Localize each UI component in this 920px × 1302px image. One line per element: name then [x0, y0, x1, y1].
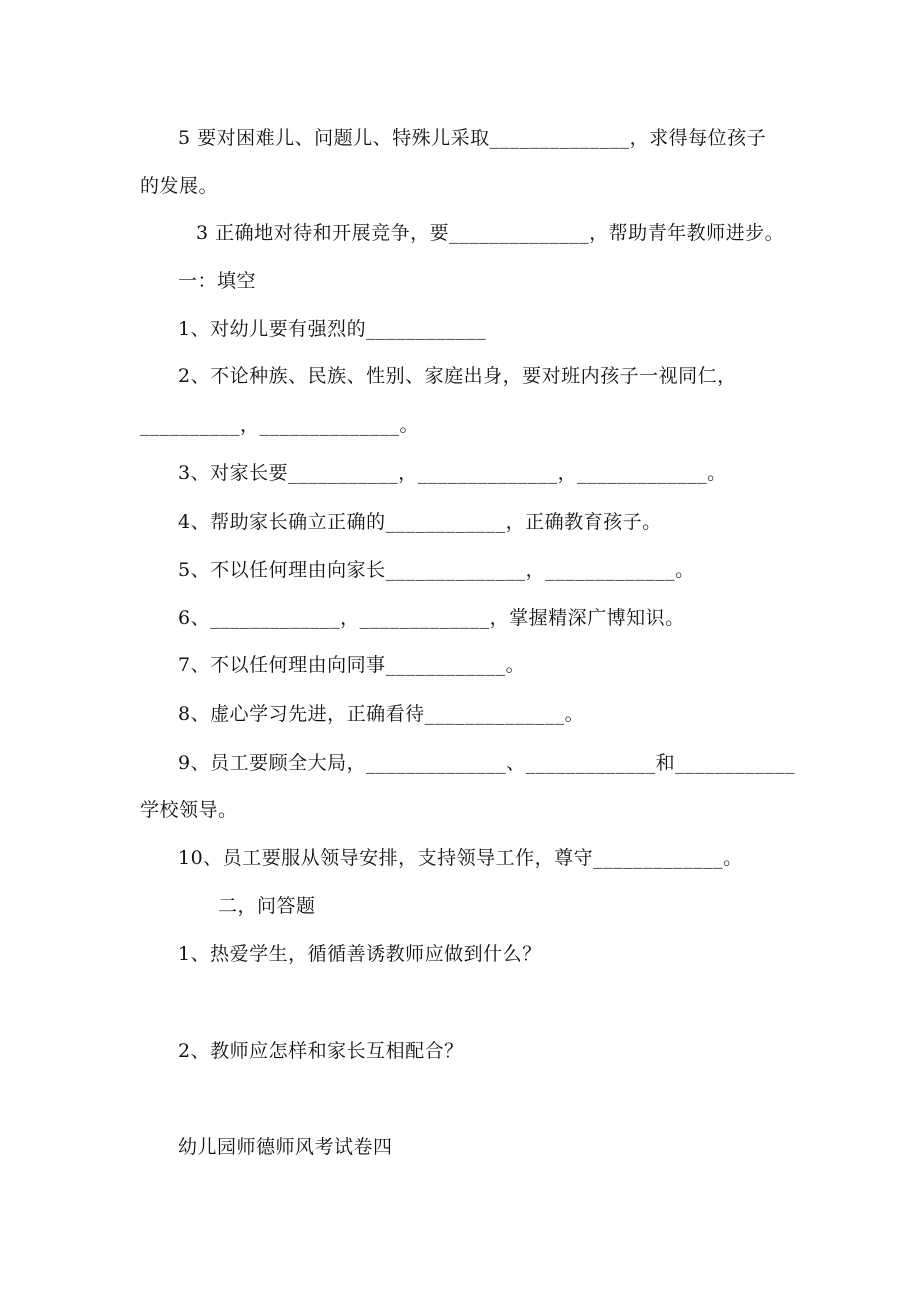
question-8: 8、虚心学习先进，正确看待______________。: [178, 703, 585, 725]
question-1: 1、对幼儿要有强烈的____________: [178, 318, 487, 340]
document-title-paper-4: 幼儿园师德师风考试卷四: [178, 1136, 393, 1158]
question-7: 7、不以任何理由向同事____________。: [178, 654, 526, 676]
question-10: 10、员工要服从领导安排，支持领导工作，尊守_____________。: [178, 847, 743, 869]
question-2-cont: __________，______________。: [140, 414, 420, 436]
question-9: 9、员工要顾全大局，______________、_____________和____________: [178, 752, 796, 774]
text-line-fill-5: 5 要对困难儿、问题儿、特殊儿采取______________，求得每位孩子: [178, 127, 767, 149]
text-line-fill-3: 3 正确地对待和开展竞争，要______________，帮助青年教师进步。: [196, 222, 785, 244]
question-6: 6、_____________，_____________，掌握精深广博知识。: [178, 607, 685, 629]
text-line-fill-5-cont: 的发展。: [140, 175, 219, 197]
question-5: 5、不以任何理由向家长______________，_____________。: [178, 559, 695, 581]
section-heading-fill-blank: 一：填空: [178, 270, 257, 292]
qa-question-1: 1、热爱学生，循循善诱教师应做到什么？: [178, 943, 542, 965]
question-3: 3、对家长要___________，______________，_____________。: [178, 462, 727, 484]
question-9-cont: 学校领导。: [140, 799, 238, 821]
qa-question-2: 2、教师应怎样和家长互相配合？: [178, 1040, 464, 1062]
question-4: 4、帮助家长确立正确的____________，正确教育孩子。: [178, 511, 662, 533]
question-2: 2、不论种族、民族、性别、家庭出身，要对班内孩子一视同仁，: [178, 365, 737, 387]
section-heading-qa: 二，问答题: [218, 895, 316, 917]
